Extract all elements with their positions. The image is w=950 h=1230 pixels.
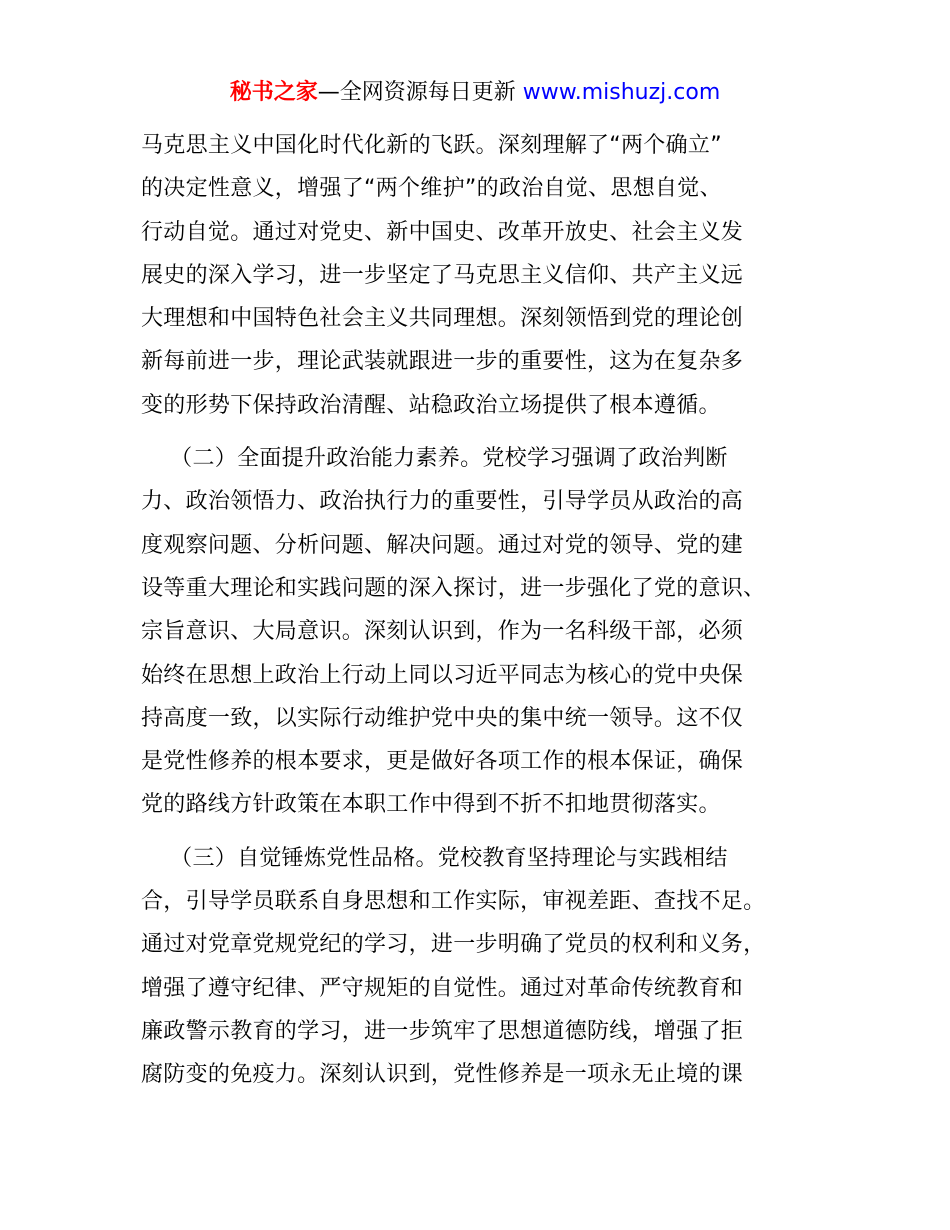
text-line: 度观察问题、分析问题、解决问题。通过对党的领导、党的建 (141, 532, 744, 558)
text-line: 党的路线方针政策在本职工作中得到不折不扣地贯彻落实。 (141, 792, 721, 818)
text-line: 是党性修养的根本要求，更是做好各项工作的根本保证，确保 (141, 749, 744, 775)
paragraph-3 (141, 837, 821, 1097)
text-line: （三）自觉锤炼党性品格。党校教育坚持理论与实践相结 (141, 845, 728, 871)
text-line: （二）全面提升政治能力素养。党校学习强调了政治判断 (141, 446, 728, 472)
text-line: 大理想和中国特色社会主义共同理想。深刻领悟到党的理论创 (141, 306, 744, 332)
document-body (141, 124, 821, 1097)
text-line: 宗旨意识、大局意识。深刻认识到，作为一名科级干部，必须 (141, 619, 744, 645)
text-line: 力、政治领悟力、政治执行力的重要性，引导学员从政治的高 (141, 489, 744, 515)
paragraph-2 (141, 437, 821, 827)
text-line: 设等重大理论和实践问题的深入探讨，进一步强化了党的意识、 (141, 575, 766, 601)
text-line: 廉政警示教育的学习，进一步筑牢了思想道德防线，增强了拒 (141, 1018, 744, 1044)
site-brand: 秘书之家 (229, 80, 318, 105)
text-line: 展史的深入学习，进一步坚定了马克思主义信仰、共产主义远 (141, 262, 744, 288)
text-line: 的决定性意义，增强了“两个维护”的政治自觉、思想自觉、 (141, 176, 722, 202)
site-header (0, 78, 950, 108)
paragraph-1 (141, 124, 821, 427)
text-line: 合，引导学员联系自身思想和工作实际，审视差距、查找不足。 (141, 889, 766, 915)
site-slogan: —全网资源每日更新 (317, 80, 516, 105)
text-line: 马克思主义中国化时代化新的飞跃。深刻理解了“两个确立” (141, 133, 722, 158)
text-line: 持高度一致，以实际行动维护党中央的集中统一领导。这不仅 (141, 705, 744, 731)
text-line: 行动自觉。通过对党史、新中国史、改革开放史、社会主义发 (141, 219, 744, 245)
site-url-link[interactable]: www.mishuzj.com (522, 80, 721, 105)
text-line: 新每前进一步，理论武装就跟进一步的重要性，这为在复杂多 (141, 349, 744, 375)
text-line: 腐防变的免疫力。深刻认识到，党性修养是一项永无止境的课 (141, 1062, 744, 1088)
text-line: 始终在思想上政治上行动上同以习近平同志为核心的党中央保 (141, 662, 744, 688)
text-line: 通过对党章党规党纪的学习，进一步明确了党员的权利和义务， (141, 932, 766, 958)
text-line: 变的形势下保持政治清醒、站稳政治立场提供了根本遵循。 (141, 392, 721, 418)
text-line: 增强了遵守纪律、严守规矩的自觉性。通过对革命传统教育和 (141, 975, 744, 1001)
